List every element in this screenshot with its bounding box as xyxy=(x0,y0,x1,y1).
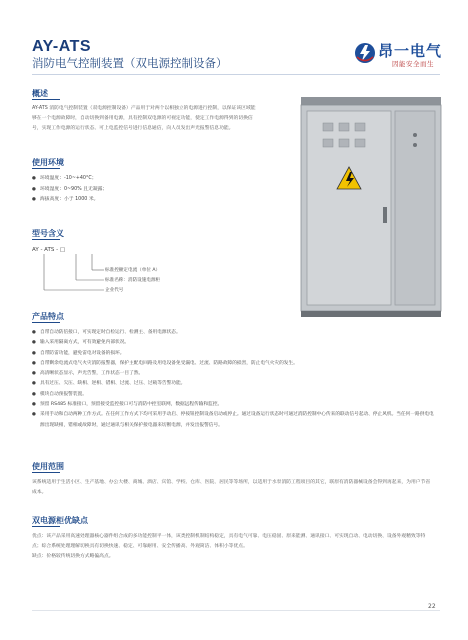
logo-mark-icon xyxy=(354,42,376,64)
pros-cons-underline xyxy=(32,526,60,527)
pros-cons-heading: 双电源柜优缺点 xyxy=(32,516,88,525)
model-code-text: AY - ATS - □ xyxy=(32,247,66,253)
overview-heading: 概述 xyxy=(32,89,48,98)
environment-underline xyxy=(32,168,60,169)
logo-text: 昂一电气 xyxy=(378,42,443,60)
scope-text: 该系统适用于生活小区、生产基地、办公大楼、商城、酒店、宾馆、学校、仓库、医院、居民等等场所，以适用于水泵消防工程项目的其它，联原有消防器械设备会得到再起来，为用户节省成本。 xyxy=(32,480,431,495)
feature-item: ● 预留 RS485 标准接口，预留接受监控接口可与消防中控室联网，数据远程传输和监控。 xyxy=(32,400,437,410)
company-logo xyxy=(354,40,454,72)
features-list xyxy=(32,328,437,431)
product-title: 消防电气控制装置（双电源控制设备） xyxy=(32,56,228,70)
feature-item: ● 具有过压、欠压、缺相、逆相、错相、过流、过压、过载等告警功能。 xyxy=(32,379,437,389)
model-meaning-heading: 型号含义 xyxy=(32,229,64,238)
cabinet-image xyxy=(283,95,451,320)
overview-text: AY-ATS 消防电气控制装置（双电源控制设备）产品用于对两个以相独立的电源进行控制，以保证该区域能够在一个电源故障时，自动切换到备用电源，具有控制双电源的可视定功能，使定工作电源得到的切换信号，实现工作电源的运行状态、可上电监控信号进行信息通信，向人员发出声光报警信息功能。 xyxy=(32,106,256,131)
model-label-name: 标准名称：消防设施电源柜 xyxy=(105,278,161,283)
model-label-company: 企业代号 xyxy=(105,288,124,293)
scope-underline xyxy=(32,472,60,473)
environment-list xyxy=(32,174,107,206)
logo-slogan: 因能安全而生 xyxy=(392,60,434,68)
environment-item: ● 环境温度：-10~+40°C； xyxy=(32,174,107,185)
product-model: AY-ATS xyxy=(32,38,92,55)
header-divider xyxy=(32,74,440,75)
feature-item: ● 输入采用隔离方式，可有效避免内部状况。 xyxy=(32,338,437,348)
environment-heading: 使用环境 xyxy=(32,158,64,167)
environment-item: ● 海拔高度：小于 1000 米。 xyxy=(32,195,107,206)
model-label-current: 标准控额定电流（单位 A） xyxy=(105,268,161,273)
features-underline xyxy=(32,322,60,323)
feature-item: ● 采用手动和自动两种工作方式。在任何工作方式下均可采用手动启、停按钮控制设备启动或停止。通过设备运行状态时可通过消防控制中心传来的联动信号起动、停止风机。当任何一路供电电源出现缺相，错相或故障时，通过通讯与相关保护接电器来切断电源，并发出报警信号。 xyxy=(32,410,437,431)
model-meaning-underline xyxy=(32,239,60,240)
feature-item: ● 高清晰状态显示，声光告警，工作状态一目了然。 xyxy=(32,369,437,379)
overview-underline xyxy=(32,99,60,100)
features-heading: 产品特点 xyxy=(32,312,64,321)
cons-text: 缺点：价格较传统切换方式略偏高点。 xyxy=(32,554,114,559)
footer-divider xyxy=(32,610,440,611)
scope-heading: 使用范围 xyxy=(32,462,64,471)
feature-item: ● 自带防雷功能，避免雷电对设备的损坏。 xyxy=(32,349,437,359)
page-number: 22 xyxy=(428,603,436,610)
feature-item: ● 模块自动预报警装置。 xyxy=(32,390,437,400)
pros-text: 优点：该产品采用高速处理器核心器件组合成的多功能控制平一体，该类控制机制结构稳定，具有电气可靠、电压稳固、原来能测、通讯接口、可实现自动、电动切换、设备外观精致等特点；综合系统处理理解切换具有切换快速、稳定、可靠耐用、安全传播高、外观简洁、体积小等优点。 xyxy=(32,534,426,549)
environment-item: ● 环境湿度：0~90% 且无凝露； xyxy=(32,185,107,196)
feature-item: ● 自带自动防倍接口，可实现定时自检运行、检测主、备用电源状态。 xyxy=(32,328,437,338)
feature-item: ● 自带剩余电流式电气火灾消防报警器，保护主配电回路及用电设备免受漏电、过流、防路故障的损害，防止电气火灾的发生。 xyxy=(32,359,437,369)
model-tree-lines xyxy=(30,252,110,298)
